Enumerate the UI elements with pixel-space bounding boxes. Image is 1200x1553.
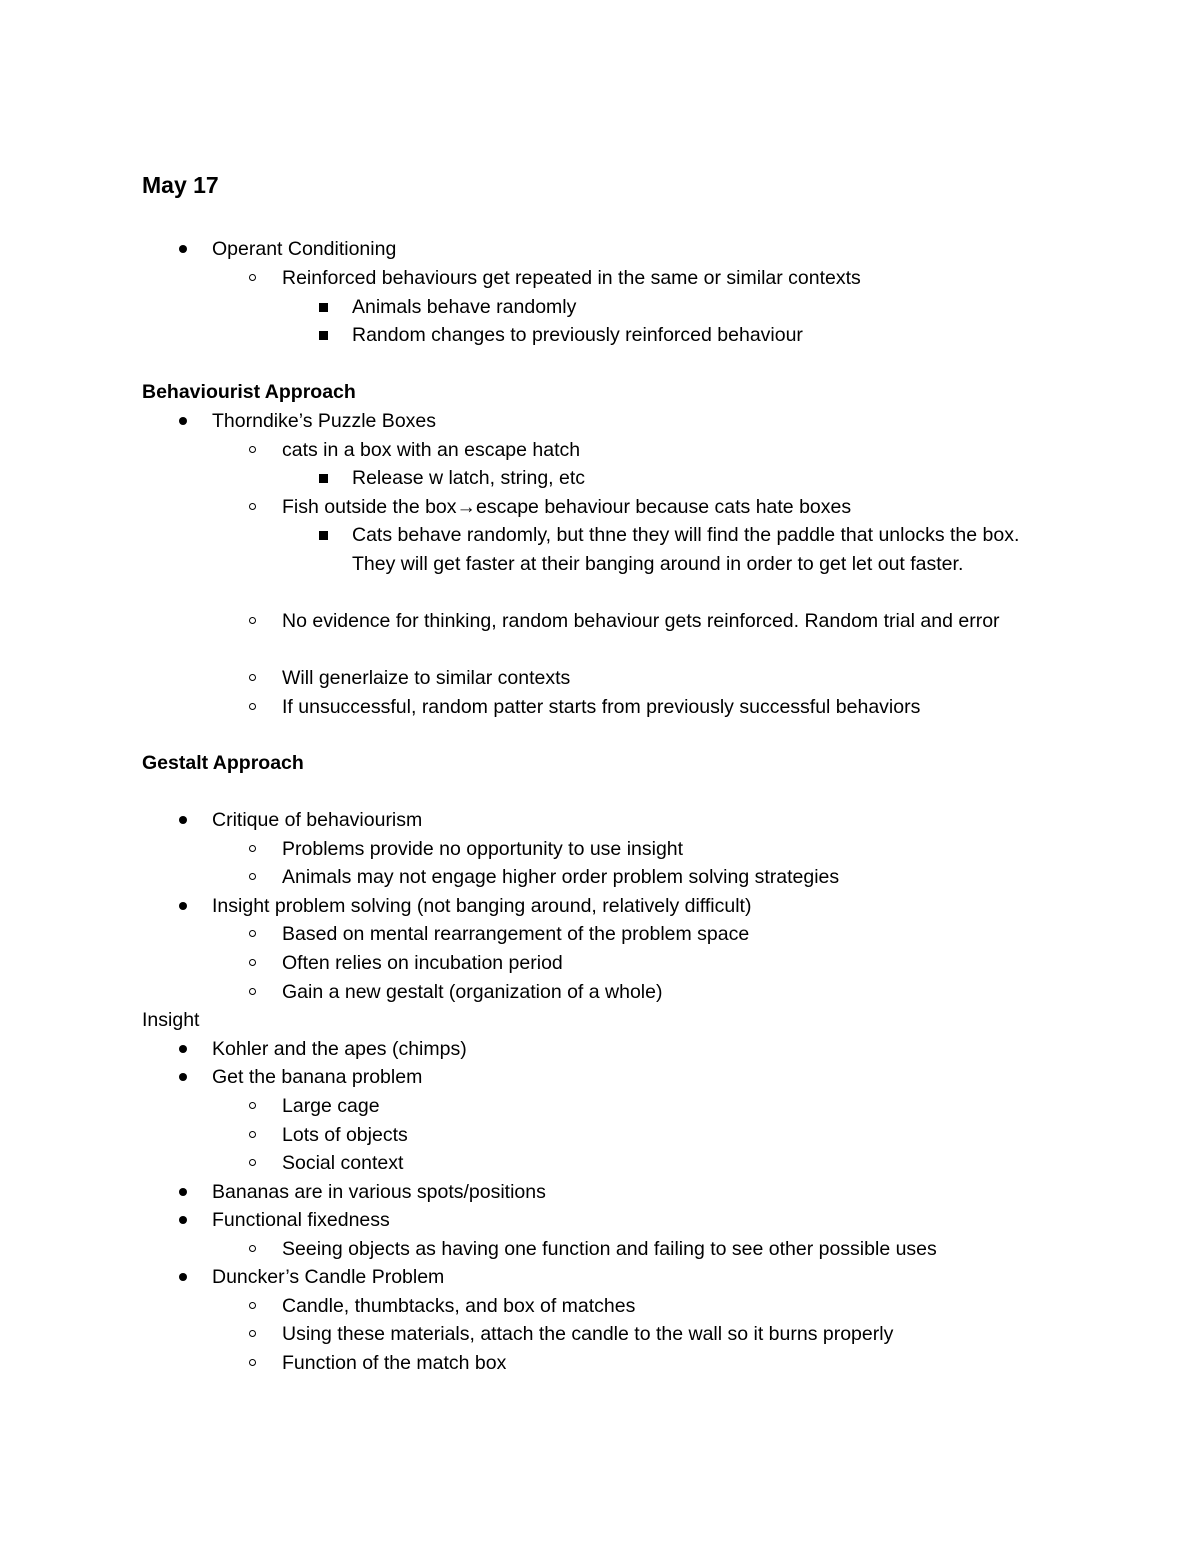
list-item-text: Fish outside the box→escape behaviour because cats hate boxes <box>282 496 852 518</box>
list-item-text: Using these materials, attach the candle to the wall so it burns properly <box>282 1323 894 1345</box>
hollow-bullet-icon <box>249 1159 256 1166</box>
filled-bullet-icon <box>179 417 187 425</box>
list-item <box>282 978 1042 1007</box>
list-item <box>282 1121 1042 1150</box>
list-item <box>282 949 1042 978</box>
filled-bullet-icon <box>179 1073 187 1081</box>
list-item <box>282 863 1042 892</box>
square-bullet-icon <box>319 303 328 312</box>
list-item <box>212 1035 972 1064</box>
hollow-bullet-icon <box>249 873 256 880</box>
list-item-text: If unsuccessful, random patter starts from previously successful behaviors <box>282 696 921 718</box>
list-item <box>282 1149 1042 1178</box>
list-item <box>212 806 972 835</box>
filled-bullet-icon <box>179 245 187 253</box>
list-item-text: Large cage <box>282 1095 380 1117</box>
list-item-text: Animals may not engage higher order problem solving strategies <box>282 866 840 888</box>
list-item-text: Seeing objects as having one function and failing to see other possible uses <box>282 1238 937 1260</box>
list-item-text: Random changes to previously reinforced behaviour <box>352 324 803 346</box>
hollow-bullet-icon <box>249 1245 256 1252</box>
list-item-text: Release w latch, string, etc <box>352 467 586 489</box>
hollow-bullet-icon <box>249 274 256 281</box>
list-item <box>212 1206 972 1235</box>
list-item <box>212 1263 972 1292</box>
list-item <box>282 920 1042 949</box>
list-item-text: Lots of objects <box>282 1124 408 1146</box>
list-item-text: Duncker’s Candle Problem <box>212 1266 445 1288</box>
list-item-text: Functional fixedness <box>212 1209 390 1231</box>
list-item <box>352 321 1052 350</box>
list-item <box>282 1092 1042 1121</box>
list-item-text: Thorndike’s Puzzle Boxes <box>212 410 437 432</box>
filled-bullet-icon <box>179 1273 187 1281</box>
list-item <box>282 693 1042 722</box>
hollow-bullet-icon <box>249 674 256 681</box>
hollow-bullet-icon <box>249 1131 256 1138</box>
section-heading: Gestalt Approach <box>142 752 304 774</box>
list-item <box>212 1178 972 1207</box>
list-item-text: Reinforced behaviours get repeated in the same or similar contexts <box>282 267 861 289</box>
list-item-text: Based on mental rearrangement of the problem space <box>282 923 750 945</box>
list-item-text: Critique of behaviourism <box>212 809 423 831</box>
list-item <box>282 1320 1042 1349</box>
list-item <box>282 664 1042 693</box>
hollow-bullet-icon <box>249 959 256 966</box>
filled-bullet-icon <box>179 1045 187 1053</box>
list-item-text: Problems provide no opportunity to use insight <box>282 838 684 860</box>
list-item <box>212 235 972 264</box>
square-bullet-icon <box>319 474 328 483</box>
list-item <box>212 892 972 921</box>
list-item-text: Will generlaize to similar contexts <box>282 667 571 689</box>
hollow-bullet-icon <box>249 1302 256 1309</box>
list-item <box>282 264 1042 293</box>
filled-bullet-icon <box>179 902 187 910</box>
hollow-bullet-icon <box>249 1359 256 1366</box>
list-item <box>352 293 1052 322</box>
list-item-text: Function of the match box <box>282 1352 507 1374</box>
filled-bullet-icon <box>179 1216 187 1224</box>
list-item <box>282 607 1042 636</box>
hollow-bullet-icon <box>249 1102 256 1109</box>
page-title: May 17 <box>142 172 219 198</box>
list-item-text: Insight problem solving (not banging around, relatively difficult) <box>212 895 752 917</box>
square-bullet-icon <box>319 531 328 540</box>
filled-bullet-icon <box>179 1188 187 1196</box>
list-item-text: Candle, thumbtacks, and box of matches <box>282 1295 636 1317</box>
list-item <box>212 1063 972 1092</box>
list-item-text: Social context <box>282 1152 404 1174</box>
list-item <box>282 835 1042 864</box>
list-item <box>282 436 1042 465</box>
hollow-bullet-icon <box>249 703 256 710</box>
list-item-text: Get the banana problem <box>212 1066 423 1088</box>
list-item <box>282 1292 1042 1321</box>
list-item-text: Kohler and the apes (chimps) <box>212 1038 467 1060</box>
hollow-bullet-icon <box>249 617 256 624</box>
section-heading: Insight <box>142 1009 200 1031</box>
hollow-bullet-icon <box>249 1330 256 1337</box>
hollow-bullet-icon <box>249 503 256 510</box>
hollow-bullet-icon <box>249 930 256 937</box>
hollow-bullet-icon <box>249 845 256 852</box>
hollow-bullet-icon <box>249 446 256 453</box>
hollow-bullet-icon <box>249 988 256 995</box>
list-item-text: Often relies on incubation period <box>282 952 563 974</box>
list-item <box>282 493 1042 522</box>
filled-bullet-icon <box>179 816 187 824</box>
section-heading: Behaviourist Approach <box>142 381 356 403</box>
list-item-text: Cats behave randomly, but thne they will find the paddle that unlocks the box. They will get faster at their banging around in order to get let out faster. <box>352 524 1020 575</box>
list-item-text: Bananas are in various spots/positions <box>212 1181 546 1203</box>
square-bullet-icon <box>319 331 328 340</box>
list-item <box>282 1235 1042 1264</box>
list-item-text: No evidence for thinking, random behaviour gets reinforced. Random trial and error <box>282 610 1000 632</box>
list-item <box>352 521 1052 578</box>
list-item <box>282 1349 1042 1378</box>
list-item-text: cats in a box with an escape hatch <box>282 439 581 461</box>
list-item-text: Operant Conditioning <box>212 238 397 260</box>
list-item <box>352 464 1052 493</box>
list-item <box>212 407 972 436</box>
list-item-text: Gain a new gestalt (organization of a whole) <box>282 981 663 1003</box>
list-item-text: Animals behave randomly <box>352 296 577 318</box>
